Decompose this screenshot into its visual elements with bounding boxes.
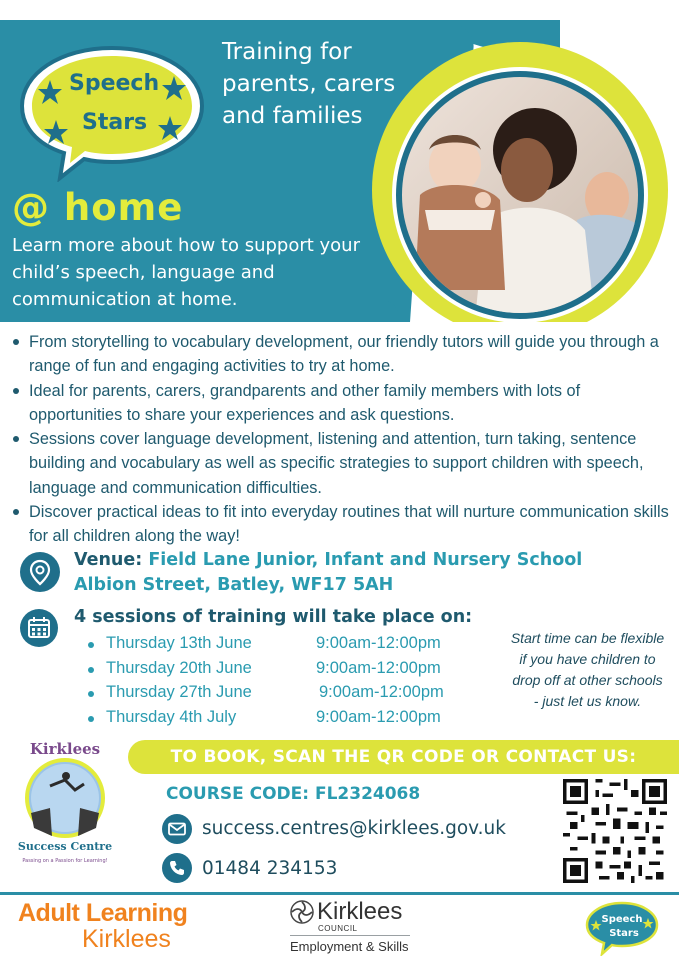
- phone-icon: [162, 853, 192, 883]
- session-time: 9:00am-12:00pm: [316, 707, 441, 726]
- phone-link[interactable]: 01484 234153: [202, 858, 338, 879]
- venue-info: [74, 548, 664, 598]
- family-photo: [395, 70, 645, 320]
- venue-line-1: Field Lane Junior, Infant and Nursery School: [148, 550, 583, 570]
- course-code: COURSE CODE: FL2324068: [166, 784, 421, 804]
- location-pin-icon: [20, 552, 60, 592]
- svg-text:Kirklees: Kirklees: [29, 740, 101, 758]
- list-item: Sessions cover language development, listening and attention, turn taking, sentence building and vocabulary as well as specific strategies to support children with speech, language and communication difficulties.: [10, 427, 670, 500]
- council-name: Kirklees: [317, 898, 403, 925]
- council-label: COUNCIL: [318, 924, 358, 933]
- venue-line-2: Albion Street, Batley, WF17 5AH: [74, 575, 394, 595]
- svg-text:Stars: Stars: [609, 928, 639, 939]
- council-divider: [290, 935, 410, 936]
- session-time: 9:00am-12:00pm: [319, 683, 444, 702]
- svg-text:Speech: Speech: [601, 914, 643, 925]
- email-link[interactable]: success.centres@kirklees.gov.uk: [202, 818, 506, 839]
- info-bullets: [10, 330, 670, 549]
- qr-code[interactable]: [563, 779, 667, 883]
- kirklees-text: Kirklees: [82, 925, 171, 953]
- booking-banner: [128, 740, 679, 774]
- header-banner: [0, 0, 679, 322]
- adult-learning-kirklees-logo: [18, 900, 187, 952]
- venue-label: Venue:: [74, 550, 143, 570]
- start-time-note: Start time can be flexible if you have children to drop off at other schools - just let us know.: [510, 630, 665, 709]
- logo-text-speech: Speech: [69, 71, 160, 96]
- session-date: Thursday 27th June: [106, 683, 252, 702]
- booking-banner-text: TO BOOK, SCAN THE QR CODE OR CONTACT US:: [170, 747, 637, 767]
- footer-divider: [0, 892, 679, 895]
- adult-learning-text: Adult Learning: [18, 899, 188, 927]
- kirklees-council-icon: [290, 900, 314, 924]
- session-date: Thursday 13th June: [106, 634, 252, 652]
- session-date: Thursday 4th July: [106, 707, 237, 726]
- session-time: 9:00am-12:00pm: [316, 658, 441, 677]
- session-time: 9:00am-12:00pm: [316, 634, 441, 652]
- council-department: Employment & Skills: [290, 939, 409, 954]
- page-title: Training for parents, carers and families: [222, 39, 396, 129]
- sessions-heading: 4 sessions of training will take place on:: [74, 607, 473, 627]
- list-item: From storytelling to vocabulary development, our friendly tutors will guide you through a range of fun and engaging activities to try at home.: [10, 330, 670, 379]
- session-date: Thursday 20th June: [106, 658, 252, 677]
- kirklees-success-centre-logo: [10, 738, 120, 878]
- at-home-heading: @ home: [12, 186, 184, 229]
- list-item: Discover practical ideas to fit into everyday routines that will nurture communication skills for all children along the way!: [10, 500, 670, 549]
- speech-stars-small-logo: [584, 900, 660, 956]
- intro-text: Learn more about how to support your child’s speech, language and communication at home.: [12, 235, 360, 310]
- svg-text:Passing on a Passion for Learn: Passing on a Passion for Learning!: [22, 858, 108, 864]
- logo-text-stars: Stars: [82, 110, 148, 135]
- speech-stars-logo: [14, 40, 210, 182]
- svg-text:Success Centre: Success Centre: [17, 840, 113, 853]
- list-item: Ideal for parents, carers, grandparents and other family members with lots of opportunities to share your experiences and ask questions.: [10, 379, 670, 428]
- email-icon: [162, 814, 192, 844]
- calendar-icon: [20, 609, 58, 647]
